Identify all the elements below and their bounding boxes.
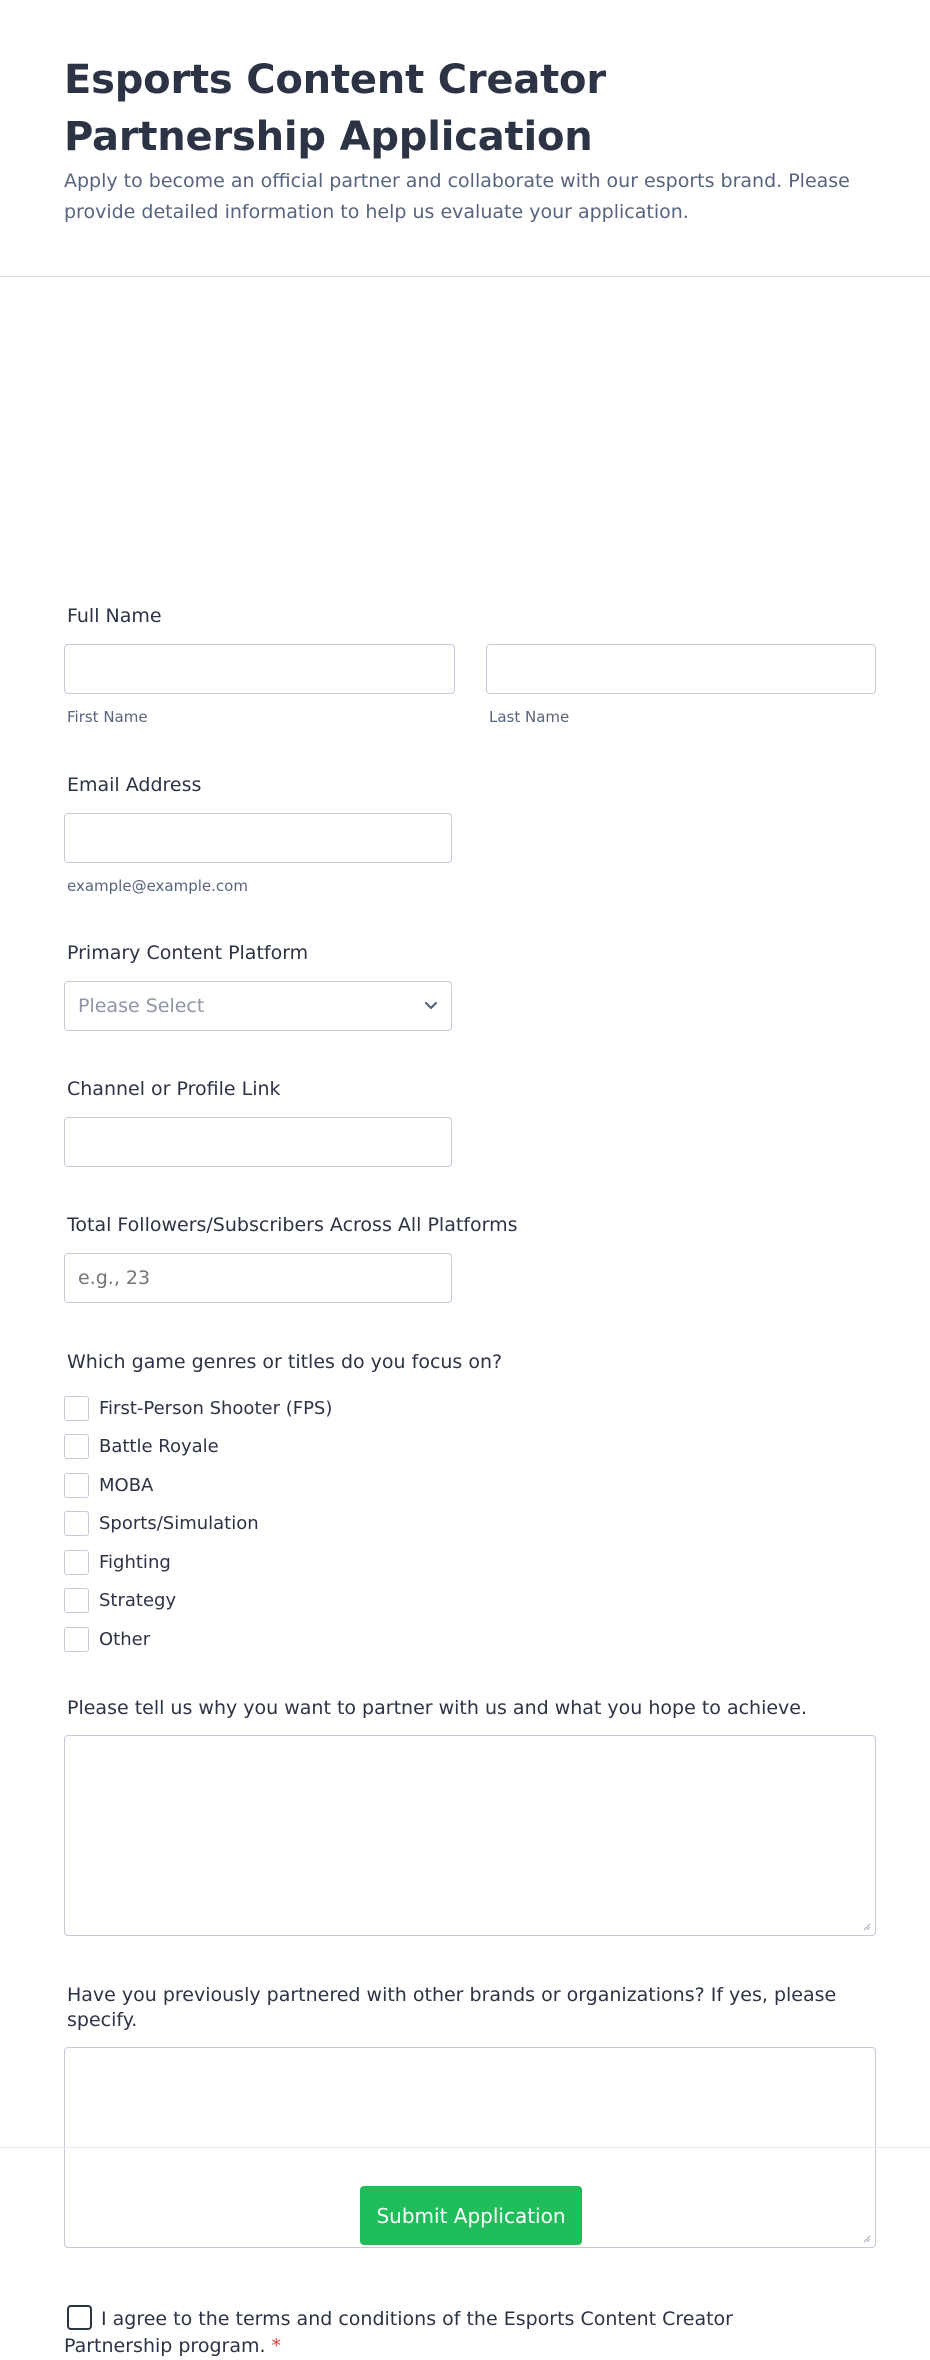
email-input[interactable] bbox=[64, 813, 452, 863]
full-name-label: Full Name bbox=[67, 605, 162, 627]
motivation-textarea[interactable] bbox=[64, 1735, 876, 1936]
checkbox[interactable] bbox=[64, 1473, 89, 1498]
terms-agreement bbox=[64, 2305, 784, 2360]
genre-option[interactable] bbox=[64, 1389, 502, 1428]
channel-link-question bbox=[64, 1076, 452, 1167]
genre-option[interactable] bbox=[64, 1428, 502, 1467]
required-asterisk: * bbox=[271, 2335, 282, 2357]
genres-question bbox=[64, 1349, 502, 1659]
resize-grip-icon[interactable] bbox=[861, 1921, 871, 1931]
genre-option[interactable] bbox=[64, 1543, 502, 1582]
email-sublabel: example@example.com bbox=[67, 877, 248, 895]
terms-checkbox[interactable] bbox=[67, 2305, 92, 2330]
checkbox[interactable] bbox=[64, 1396, 89, 1421]
platform-question bbox=[64, 940, 452, 1031]
last-name-sublabel: Last Name bbox=[489, 708, 570, 726]
checkbox[interactable] bbox=[64, 1434, 89, 1459]
first-name-input[interactable] bbox=[64, 644, 455, 694]
genre-option-label: Sports/Simulation bbox=[99, 1513, 259, 1535]
chevron-down-icon bbox=[422, 996, 440, 1014]
last-name-input[interactable] bbox=[486, 644, 876, 694]
genre-option[interactable] bbox=[64, 1505, 502, 1544]
previous-partners-label: Have you previously partnered with other brands or organizations? If yes, please specify. bbox=[67, 1984, 837, 2031]
submit-application-button[interactable]: Submit Application bbox=[360, 2186, 582, 2245]
genre-option-label: MOBA bbox=[99, 1474, 154, 1496]
terms-text: I agree to the terms and conditions of the Esports Content Creator Partnership program. bbox=[64, 2308, 733, 2357]
channel-link-input[interactable] bbox=[64, 1117, 452, 1167]
genre-option-label: First-Person Shooter (FPS) bbox=[99, 1397, 333, 1419]
genre-option[interactable] bbox=[64, 1620, 502, 1659]
genre-option-label: Fighting bbox=[99, 1551, 171, 1573]
genre-option[interactable] bbox=[64, 1582, 502, 1621]
followers-label: Total Followers/Subscribers Across All Platforms bbox=[67, 1214, 518, 1236]
page-title: Esports Content Creator Partnership Application bbox=[64, 57, 606, 160]
form-footer bbox=[0, 2147, 930, 2294]
genre-option-label: Strategy bbox=[99, 1590, 177, 1612]
genres-checkbox-list bbox=[64, 1389, 502, 1659]
first-name-sublabel: First Name bbox=[67, 708, 148, 726]
channel-link-label: Channel or Profile Link bbox=[67, 1078, 281, 1100]
platform-label: Primary Content Platform bbox=[67, 942, 309, 964]
genre-option[interactable] bbox=[64, 1466, 502, 1505]
motivation-question bbox=[64, 1695, 876, 1936]
followers-input[interactable] bbox=[64, 1253, 452, 1303]
followers-question bbox=[64, 1212, 518, 1303]
form-header bbox=[0, 0, 930, 277]
checkbox[interactable] bbox=[64, 1588, 89, 1613]
motivation-label: Please tell us why you want to partner with us and what you hope to achieve. bbox=[67, 1697, 808, 1719]
genre-option-label: Other bbox=[99, 1628, 151, 1650]
email-label: Email Address bbox=[67, 774, 202, 796]
platform-select[interactable] bbox=[64, 981, 452, 1031]
full-name-question bbox=[64, 603, 876, 727]
checkbox[interactable] bbox=[64, 1627, 89, 1652]
platform-select-value: Please Select bbox=[64, 981, 452, 1031]
genre-option-label: Battle Royale bbox=[99, 1436, 219, 1458]
genres-label: Which game genres or titles do you focus on? bbox=[67, 1351, 503, 1373]
checkbox[interactable] bbox=[64, 1511, 89, 1536]
page-subtitle: Apply to become an official partner and collaborate with our esports brand. Please provide detailed information to help us evaluate your application. bbox=[64, 170, 850, 223]
checkbox[interactable] bbox=[64, 1550, 89, 1575]
email-question bbox=[64, 772, 452, 896]
